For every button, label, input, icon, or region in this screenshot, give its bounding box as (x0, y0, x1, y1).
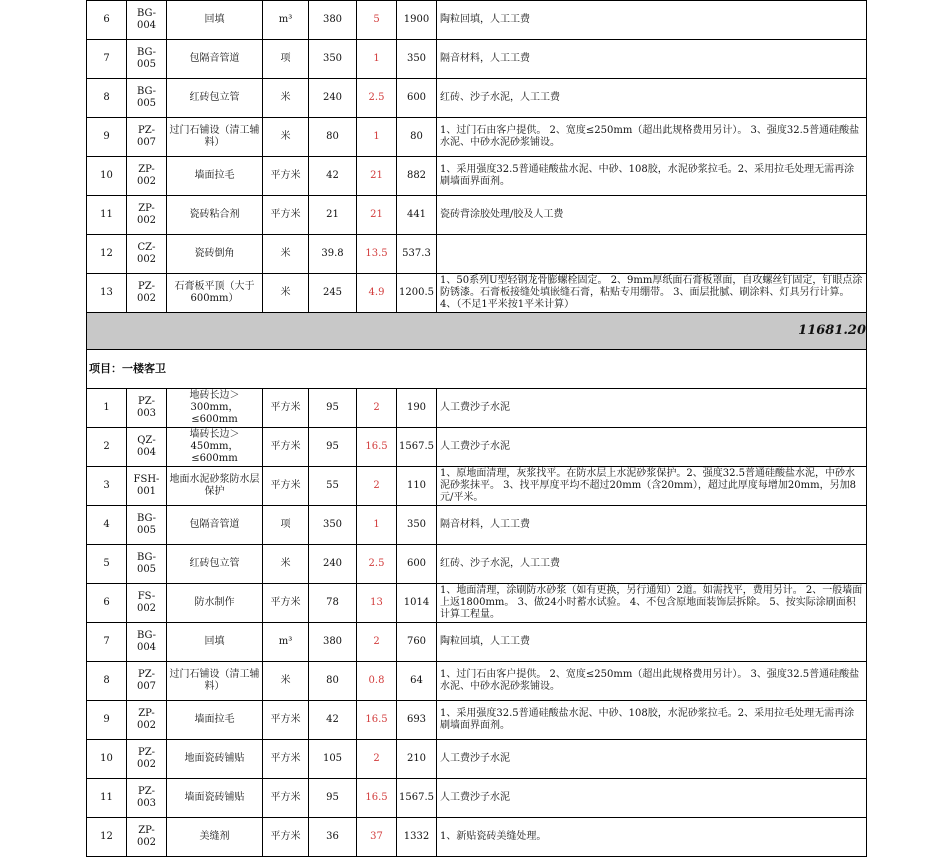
item-description: 瓷砖背涂胶处理/胶及人工费 (437, 196, 867, 235)
item-unit: 平方米 (263, 584, 309, 623)
item-code: BG-004 (127, 623, 167, 662)
item-name: 回填 (167, 1, 263, 40)
row-number: 9 (87, 701, 127, 740)
row-number: 2 (87, 428, 127, 467)
item-unit: 平方米 (263, 467, 309, 506)
table-row (87, 701, 867, 740)
item-total: 190 (397, 389, 437, 428)
row-number: 13 (87, 274, 127, 313)
item-quantity: 4.9 (357, 274, 397, 313)
row-number: 4 (87, 506, 127, 545)
item-name: 过门石铺设（清工辅料） (167, 662, 263, 701)
item-name: 墙砖长边＞450mm，≤600mm (167, 428, 263, 467)
row-number: 7 (87, 623, 127, 662)
subtotal-row (87, 313, 867, 350)
table-row (87, 196, 867, 235)
table-row (87, 274, 867, 313)
item-description: 陶粒回填，人工工费 (437, 623, 867, 662)
item-unit: 米 (263, 79, 309, 118)
row-number: 11 (87, 779, 127, 818)
item-code: PZ-002 (127, 274, 167, 313)
item-quantity: 1 (357, 40, 397, 79)
item-description: 1、采用强度32.5普通硅酸盐水泥、中砂、108胶，水泥砂浆拉毛。2、采用拉毛处理无需再涂刷墙面界面剂。 (437, 157, 867, 196)
table-row (87, 118, 867, 157)
item-code: BG-005 (127, 79, 167, 118)
item-unit: 米 (263, 118, 309, 157)
item-name: 美缝剂 (167, 818, 263, 857)
table-row (87, 1, 867, 40)
row-number: 6 (87, 584, 127, 623)
item-code: BG-005 (127, 40, 167, 79)
item-unit: m³ (263, 1, 309, 40)
item-total: 1900 (397, 1, 437, 40)
section2-body (87, 389, 867, 857)
item-unit: 米 (263, 662, 309, 701)
item-code: PZ-007 (127, 662, 167, 701)
item-unit: 平方米 (263, 779, 309, 818)
item-total: 80 (397, 118, 437, 157)
section-header-row (87, 350, 867, 389)
item-quantity: 1 (357, 506, 397, 545)
item-description: 人工费沙子水泥 (437, 428, 867, 467)
item-code: FS-002 (127, 584, 167, 623)
table-row (87, 545, 867, 584)
item-quantity: 2 (357, 623, 397, 662)
item-price: 36 (309, 818, 357, 857)
item-quantity: 2.5 (357, 79, 397, 118)
item-price: 42 (309, 157, 357, 196)
item-price: 350 (309, 506, 357, 545)
item-total: 1567.5 (397, 428, 437, 467)
item-code: ZP-002 (127, 818, 167, 857)
item-price: 39.8 (309, 235, 357, 274)
item-name: 回填 (167, 623, 263, 662)
item-unit: 平方米 (263, 740, 309, 779)
item-description: 1、地面清理，涂刷防水砂浆（如有更换，另行通知）2道。如需找平，费用另计。 2、一般墙面上返1800mm。 3、做24小时蓄水试验。 4、不包含原地面装饰层拆除。 5、按实际涂刷面积计算工程量。 (437, 584, 867, 623)
item-name: 墙面拉毛 (167, 701, 263, 740)
item-description: 1、原地面清理，灰浆找平。在防水层上水泥砂浆保护。2、强度32.5普通硅酸盐水泥，中砂水泥砂浆抹平。 3、找平厚度平均不超过20mm（含20mm），超过此厚度每增加20mm，另加8元/平米。 (437, 467, 867, 506)
item-code: PZ-002 (127, 740, 167, 779)
row-number: 6 (87, 1, 127, 40)
item-unit: 平方米 (263, 428, 309, 467)
item-quantity: 13 (357, 584, 397, 623)
item-unit: 平方米 (263, 818, 309, 857)
item-name: 地面水泥砂浆防水层保护 (167, 467, 263, 506)
item-quantity: 2.5 (357, 545, 397, 584)
item-price: 380 (309, 623, 357, 662)
item-total: 64 (397, 662, 437, 701)
item-description: 陶粒回填，人工工费 (437, 1, 867, 40)
item-unit: m³ (263, 623, 309, 662)
item-name: 墙面拉毛 (167, 157, 263, 196)
item-description: 隔音材料，人工工费 (437, 40, 867, 79)
item-price: 350 (309, 40, 357, 79)
item-code: PZ-003 (127, 779, 167, 818)
table-row (87, 506, 867, 545)
item-name: 红砖包立管 (167, 79, 263, 118)
item-price: 380 (309, 1, 357, 40)
table-row (87, 740, 867, 779)
item-quantity: 5 (357, 1, 397, 40)
item-price: 95 (309, 389, 357, 428)
table-row (87, 389, 867, 428)
item-quantity: 21 (357, 157, 397, 196)
item-total: 693 (397, 701, 437, 740)
table-row (87, 779, 867, 818)
item-description: 1、过门石由客户提供。 2、宽度≤250mm（超出此规格费用另计）。 3、强度32.5普通硅酸盐水泥、中砂水泥砂浆铺设。 (437, 662, 867, 701)
row-number: 8 (87, 662, 127, 701)
item-price: 42 (309, 701, 357, 740)
row-number: 3 (87, 467, 127, 506)
row-number: 10 (87, 157, 127, 196)
item-code: BG-004 (127, 1, 167, 40)
quote-table (86, 0, 867, 857)
item-unit: 平方米 (263, 196, 309, 235)
item-code: ZP-002 (127, 196, 167, 235)
item-description: 1、新贴瓷砖美缝处理。 (437, 818, 867, 857)
item-total: 350 (397, 506, 437, 545)
row-number: 10 (87, 740, 127, 779)
item-quantity: 2 (357, 467, 397, 506)
item-code: PZ-003 (127, 389, 167, 428)
item-name: 过门石铺设（清工辅料） (167, 118, 263, 157)
row-number: 5 (87, 545, 127, 584)
item-price: 95 (309, 428, 357, 467)
item-price: 21 (309, 196, 357, 235)
item-name: 包隔音管道 (167, 506, 263, 545)
row-number: 9 (87, 118, 127, 157)
item-quantity: 16.5 (357, 701, 397, 740)
item-price: 105 (309, 740, 357, 779)
item-total: 1014 (397, 584, 437, 623)
table-row (87, 428, 867, 467)
item-description: 红砖、沙子水泥，人工工费 (437, 79, 867, 118)
item-code: BG-005 (127, 545, 167, 584)
item-total: 110 (397, 467, 437, 506)
item-description: 1、过门石由客户提供。 2、宽度≤250mm（超出此规格费用另计）。 3、强度32.5普通硅酸盐水泥、中砂水泥砂浆铺设。 (437, 118, 867, 157)
item-unit: 项 (263, 506, 309, 545)
item-quantity: 0.8 (357, 662, 397, 701)
item-code: CZ-002 (127, 235, 167, 274)
item-price: 80 (309, 662, 357, 701)
item-price: 95 (309, 779, 357, 818)
subtotal-value: 11681.20 (87, 313, 867, 350)
item-unit: 米 (263, 274, 309, 313)
item-unit: 项 (263, 40, 309, 79)
table-row (87, 662, 867, 701)
item-unit: 平方米 (263, 157, 309, 196)
item-total: 210 (397, 740, 437, 779)
table-row (87, 584, 867, 623)
item-description: 人工费沙子水泥 (437, 740, 867, 779)
item-code: ZP-002 (127, 157, 167, 196)
row-number: 1 (87, 389, 127, 428)
item-quantity: 16.5 (357, 428, 397, 467)
item-name: 地砖长边＞300mm，≤600mm (167, 389, 263, 428)
item-total: 882 (397, 157, 437, 196)
item-total: 600 (397, 545, 437, 584)
item-description: 1、采用强度32.5普通硅酸盐水泥、中砂、108胶，水泥砂浆拉毛。2、采用拉毛处理无需再涂刷墙面界面剂。 (437, 701, 867, 740)
item-price: 240 (309, 79, 357, 118)
item-unit: 平方米 (263, 389, 309, 428)
item-price: 78 (309, 584, 357, 623)
item-description: 1、50系列U型轻钢龙骨膨螺栓固定。 2、9mm厚纸面石膏板罩面，自攻螺丝钉固定，钉眼点涂防锈漆。石膏板接缝处填嵌缝石膏，粘贴专用绷带。 3、面层批腻、刷涂料、灯具另行计算。 4、（不足1平米按1平米计算） (437, 274, 867, 313)
item-quantity: 21 (357, 196, 397, 235)
row-number: 7 (87, 40, 127, 79)
item-total: 600 (397, 79, 437, 118)
item-quantity: 1 (357, 118, 397, 157)
item-total: 350 (397, 40, 437, 79)
table-row (87, 40, 867, 79)
item-name: 瓷砖倒角 (167, 235, 263, 274)
item-price: 80 (309, 118, 357, 157)
row-number: 12 (87, 235, 127, 274)
item-total: 537.3 (397, 235, 437, 274)
item-total: 441 (397, 196, 437, 235)
item-total: 1332 (397, 818, 437, 857)
item-quantity: 37 (357, 818, 397, 857)
table-row (87, 157, 867, 196)
item-description: 红砖、沙子水泥，人工工费 (437, 545, 867, 584)
item-unit: 平方米 (263, 701, 309, 740)
table-row (87, 623, 867, 662)
item-description: 隔音材料，人工工费 (437, 506, 867, 545)
item-code: BG-005 (127, 506, 167, 545)
item-price: 55 (309, 467, 357, 506)
item-total: 760 (397, 623, 437, 662)
item-quantity: 2 (357, 740, 397, 779)
item-name: 防水制作 (167, 584, 263, 623)
item-code: ZP-002 (127, 701, 167, 740)
item-description: 人工费沙子水泥 (437, 779, 867, 818)
item-description (437, 235, 867, 274)
item-quantity: 16.5 (357, 779, 397, 818)
table-row (87, 467, 867, 506)
item-name: 地面瓷砖铺贴 (167, 740, 263, 779)
section1-body (87, 1, 867, 313)
item-code: QZ-004 (127, 428, 167, 467)
row-number: 8 (87, 79, 127, 118)
section-title: 项目：一楼客卫 (87, 350, 867, 389)
item-description: 人工费沙子水泥 (437, 389, 867, 428)
item-price: 245 (309, 274, 357, 313)
row-number: 12 (87, 818, 127, 857)
item-price: 240 (309, 545, 357, 584)
table-row (87, 818, 867, 857)
item-name: 墙面瓷砖铺贴 (167, 779, 263, 818)
item-unit: 米 (263, 235, 309, 274)
item-total: 1567.5 (397, 779, 437, 818)
row-number: 11 (87, 196, 127, 235)
item-total: 1200.5 (397, 274, 437, 313)
item-quantity: 13.5 (357, 235, 397, 274)
item-code: FSH-001 (127, 467, 167, 506)
item-name: 红砖包立管 (167, 545, 263, 584)
table-row (87, 79, 867, 118)
item-quantity: 2 (357, 389, 397, 428)
item-name: 石膏板平顶（大于600mm） (167, 274, 263, 313)
item-name: 瓷砖粘合剂 (167, 196, 263, 235)
item-name: 包隔音管道 (167, 40, 263, 79)
item-code: PZ-007 (127, 118, 167, 157)
table-row (87, 235, 867, 274)
item-unit: 米 (263, 545, 309, 584)
